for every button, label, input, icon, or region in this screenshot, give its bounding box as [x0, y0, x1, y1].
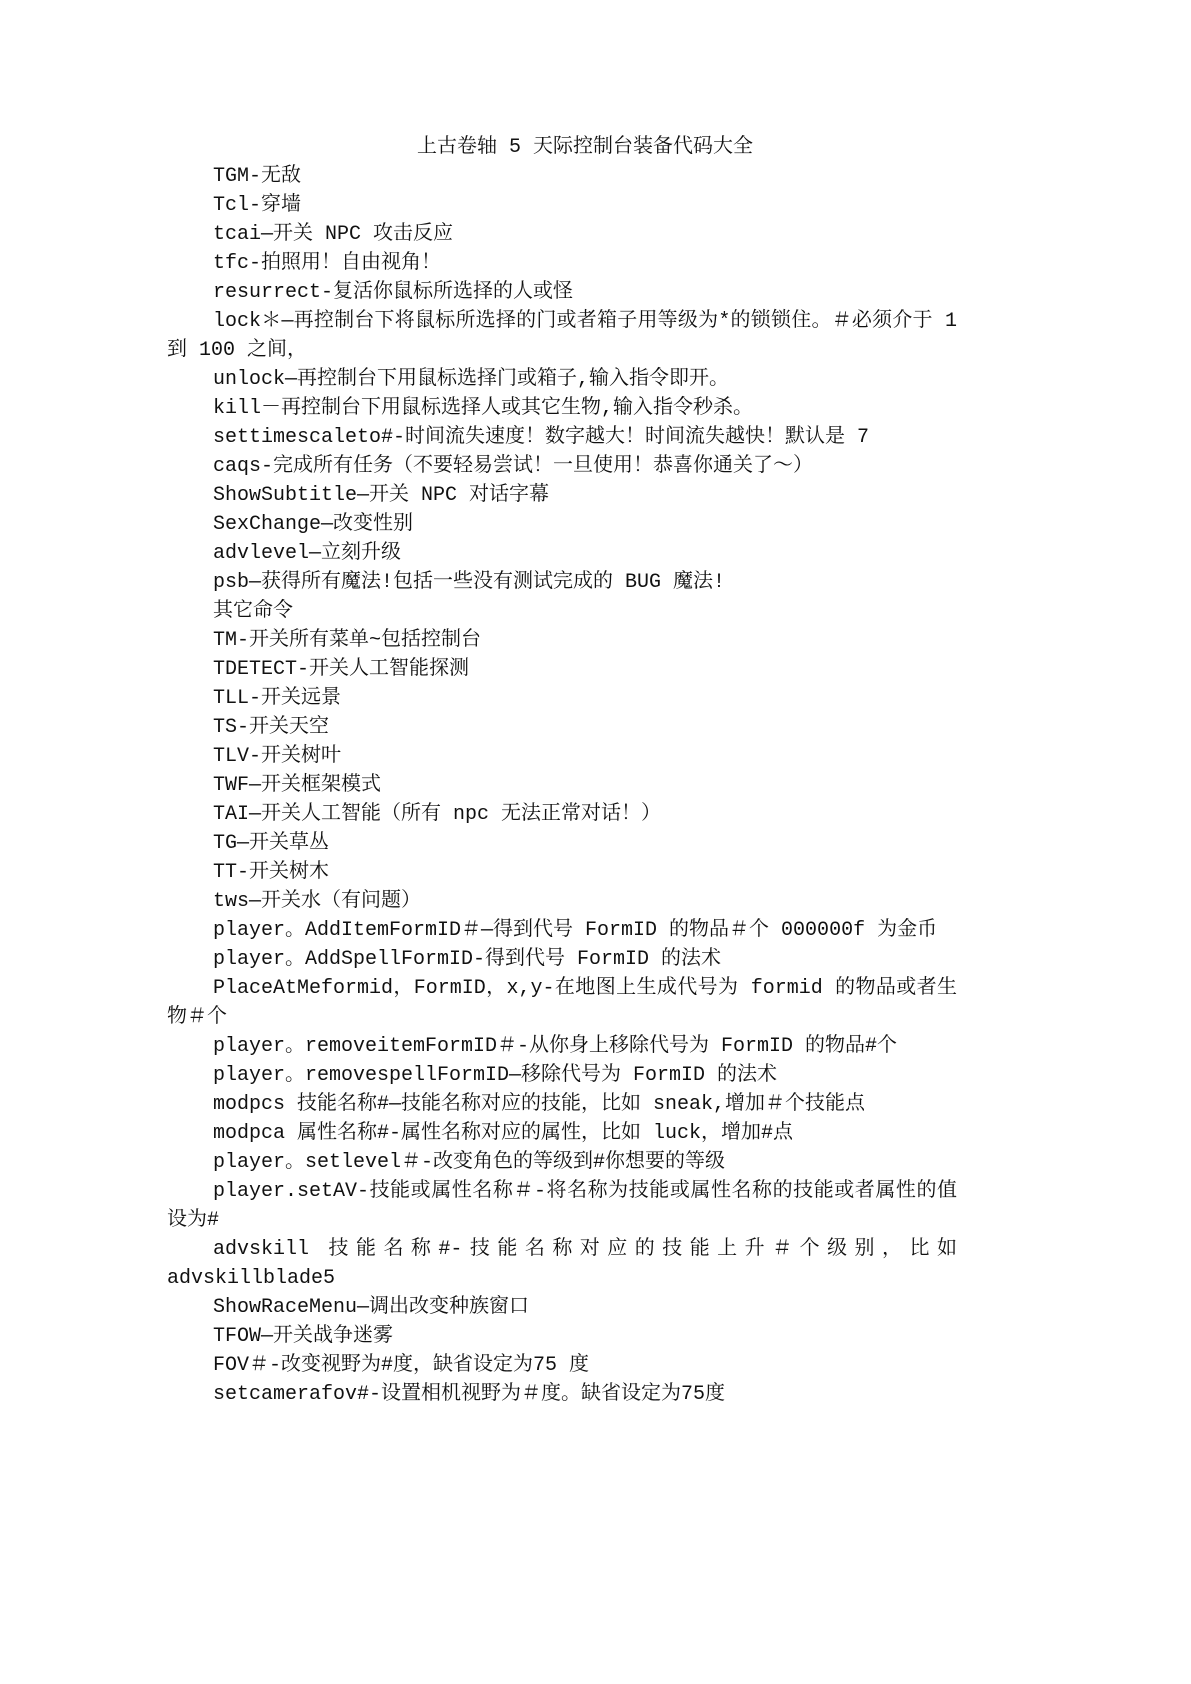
- command-line-modpca: modpca 属性名称#-属性名称对应的属性，比如 luck，增加#点: [213, 1122, 794, 1145]
- command-line-tai: TAI—开关人工智能（所有 npc 无法正常对话！）: [213, 803, 662, 826]
- command-line-sexchange: SexChange—改变性别: [213, 513, 414, 536]
- command-line-tll: TLL-开关远景: [213, 687, 342, 710]
- command-line-unlock: unlock—再控制台下用鼠标选择门或箱子,输入指令即开。: [213, 368, 730, 391]
- command-line-lock: lock＊—再控制台下将鼠标所选择的门或者箱子用等级为*的锁锁住。＃必须介于 1 到 100 之间，: [167, 310, 957, 362]
- command-line-tt: TT-开关树木: [213, 861, 330, 884]
- command-line-placeatme: PlaceAtMeformid，FormID，x,y-在地图上生成代号为 formid 的物品或者生物＃个: [167, 977, 957, 1029]
- command-line-addspell: player。AddSpellFormID-得到代号 FormID 的法术: [213, 948, 722, 971]
- command-line-resurrect: resurrect-复活你鼠标所选择的人或怪: [213, 281, 574, 304]
- command-line-setlevel: player。setlevel＃-改变角色的等级到#你想要的等级: [213, 1151, 726, 1174]
- command-line-settimescaleto: settimescaleto#-时间流失速度！数字越大！时间流失越快！默认是 7: [213, 426, 870, 449]
- command-line-psb: psb—获得所有魔法!包括一些没有测试完成的 BUG 魔法!: [213, 571, 726, 594]
- section-heading-other-commands: 其它命令: [213, 600, 293, 623]
- command-line-modpcs: modpcs 技能名称#—技能名称对应的技能，比如 sneak,增加＃个技能点: [213, 1093, 866, 1116]
- command-line-ts: TS-开关天空: [213, 716, 330, 739]
- command-line-tgm: TGM-无敌: [213, 165, 302, 188]
- command-line-tfow: TFOW—开关战争迷雾: [213, 1325, 394, 1348]
- command-line-tm: TM-开关所有菜单~包括控制台: [213, 629, 482, 652]
- command-line-removespell: player。removespellFormID—移除代号为 FormID 的法术: [213, 1064, 778, 1087]
- command-line-tws: tws—开关水（有问题）: [213, 890, 422, 913]
- command-line-kill: kill－再控制台下用鼠标选择人或其它生物,输入指令秒杀。: [213, 397, 754, 420]
- document-title: 上古卷轴 5 天际控制台装备代码大全: [416, 136, 753, 159]
- command-line-tdetect: TDETECT-开关人工智能探测: [213, 658, 470, 681]
- command-line-tcai: tcai—开关 NPC 攻击反应: [213, 223, 454, 246]
- command-line-setcamerafov: setcamerafov#-设置相机视野为＃度。缺省设定为75度: [213, 1383, 726, 1406]
- command-line-removeitem: player。removeitemFormID＃-从你身上移除代号为 FormID 的物品#个: [213, 1035, 898, 1058]
- command-line-tcl: Tcl-穿墙: [213, 194, 302, 217]
- command-line-fov: FOV＃-改变视野为#度，缺省设定为75 度: [213, 1354, 590, 1377]
- command-line-tlv: TLV-开关树叶: [213, 745, 342, 768]
- command-line-tg: TG—开关草丛: [213, 832, 330, 855]
- command-line-setav: player.setAV-技能或属性名称＃-将名称为技能或属性名称的技能或者属性的值设为#: [167, 1180, 957, 1232]
- command-line-advskill: advskill 技能名称#-技能名称对应的技能上升＃个级别，比如 advskillblade5: [167, 1238, 957, 1290]
- command-line-showsubtitle: ShowSubtitle—开关 NPC 对话字幕: [213, 484, 550, 507]
- command-line-additem: player。AddItemFormID＃—得到代号 FormID 的物品＃个 000000f 为金币: [213, 919, 938, 942]
- command-line-advlevel: advlevel—立刻升级: [213, 542, 402, 565]
- command-line-twf: TWF—开关框架模式: [213, 774, 382, 797]
- document-body: [167, 133, 957, 1409]
- command-line-showracemenu: ShowRaceMenu—调出改变种族窗口: [213, 1296, 530, 1319]
- command-line-tfc: tfc-拍照用！自由视角！: [213, 252, 442, 275]
- command-line-caqs: caqs-完成所有任务（不要轻易尝试！一旦使用！恭喜你通关了～）: [213, 455, 814, 478]
